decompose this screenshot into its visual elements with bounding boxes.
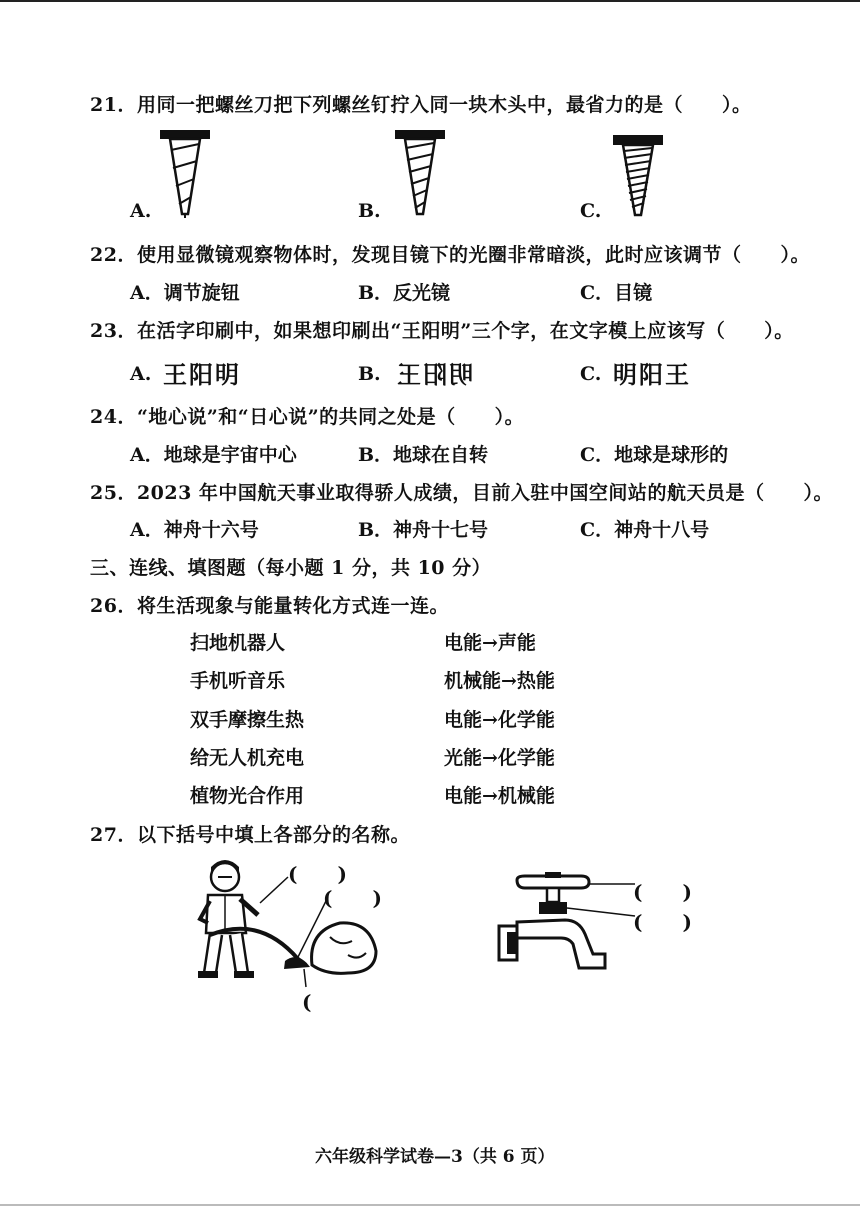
page-footer: 六年级科学试卷—3（共 6 页） xyxy=(315,1147,555,1167)
screw-dense-thread-icon xyxy=(613,135,663,220)
q26-left-item: 双手摩擦生热 xyxy=(190,709,305,731)
screw-sparse-thread-icon xyxy=(160,130,210,220)
q24-option-b: B．地球在自转 xyxy=(358,444,489,466)
q24-option-c: C．地球是球形的 xyxy=(580,444,729,466)
q25-option-a: A．神舟十六号 xyxy=(130,519,259,541)
q22-option-a: A．调节旋钮 xyxy=(130,282,240,304)
faucet-label-blank[interactable]: ( ) xyxy=(633,910,692,934)
question-25: 25．2023 年中国航天事业取得骄人成绩，目前入驻中国空间站的航天员是（ ）。 xyxy=(90,482,833,504)
person-with-crowbar-lever-icon xyxy=(180,855,380,985)
water-faucet-wheel-axle-icon xyxy=(495,872,645,982)
q22-option-b: B．反光镜 xyxy=(358,282,451,304)
bottom-border xyxy=(0,1204,860,1206)
question-23: 23．在活字印刷中，如果想印刷出“王阳明”三个字，在文字模上应该写（ ）。 xyxy=(90,320,794,342)
q26-left-item: 给无人机充电 xyxy=(190,747,305,769)
q26-right-item: 机械能→热能 xyxy=(444,670,555,692)
q26-left-item: 手机听音乐 xyxy=(190,670,286,692)
q26-right-item: 光能→化学能 xyxy=(444,747,555,769)
question-24: 24．“地心说”和“日心说”的共同之处是（ ）。 xyxy=(90,406,525,428)
q23-option-a-glyphs: 王阳明 xyxy=(163,361,241,389)
q23-option-a-letter: A. xyxy=(130,363,152,385)
top-border xyxy=(0,0,860,2)
q26-left-item: 植物光合作用 xyxy=(190,785,305,807)
q21-option-a: A. xyxy=(130,200,152,222)
question-21: 21．用同一把螺丝刀把下列螺丝钉拧入同一块木头中，最省力的是（ ）。 xyxy=(90,94,752,116)
q23-option-b-letter: B. xyxy=(358,363,381,385)
section-3-title: 三、连线、填图题（每小题 1 分，共 10 分） xyxy=(90,557,492,579)
q22-option-c: C．目镜 xyxy=(580,282,653,304)
question-26: 26．将生活现象与能量转化方式连一连。 xyxy=(90,595,449,617)
q23-option-b-glyphs: 明阳王 xyxy=(395,361,473,389)
q21-option-b: B. xyxy=(358,200,381,222)
q25-option-c: C．神舟十八号 xyxy=(580,519,710,541)
q26-right-item: 电能→化学能 xyxy=(444,709,555,731)
q25-option-b: B．神舟十七号 xyxy=(358,519,489,541)
q23-option-c-glyphs: 明阳王 xyxy=(613,361,691,389)
lever-label-blank[interactable]: ( xyxy=(302,990,312,1014)
screw-medium-thread-icon xyxy=(395,130,445,220)
question-27: 27．以下括号中填上各部分的名称。 xyxy=(90,824,410,846)
q26-left-item: 扫地机器人 xyxy=(190,632,286,654)
question-22: 22．使用显微镜观察物体时，发现目镜下的光圈非常暗淡，此时应该调节（ ）。 xyxy=(90,244,810,266)
q21-option-c: C. xyxy=(580,200,602,222)
q26-right-item: 电能→机械能 xyxy=(444,785,555,807)
lever-label-blank[interactable]: ( ) xyxy=(323,886,382,910)
q24-option-a: A．地球是宇宙中心 xyxy=(130,444,297,466)
q23-option-c-letter: C. xyxy=(580,363,602,385)
q26-right-item: 电能→声能 xyxy=(444,632,536,654)
faucet-label-blank[interactable]: ( ) xyxy=(633,880,692,904)
lever-label-blank[interactable]: ( ) xyxy=(288,862,347,886)
